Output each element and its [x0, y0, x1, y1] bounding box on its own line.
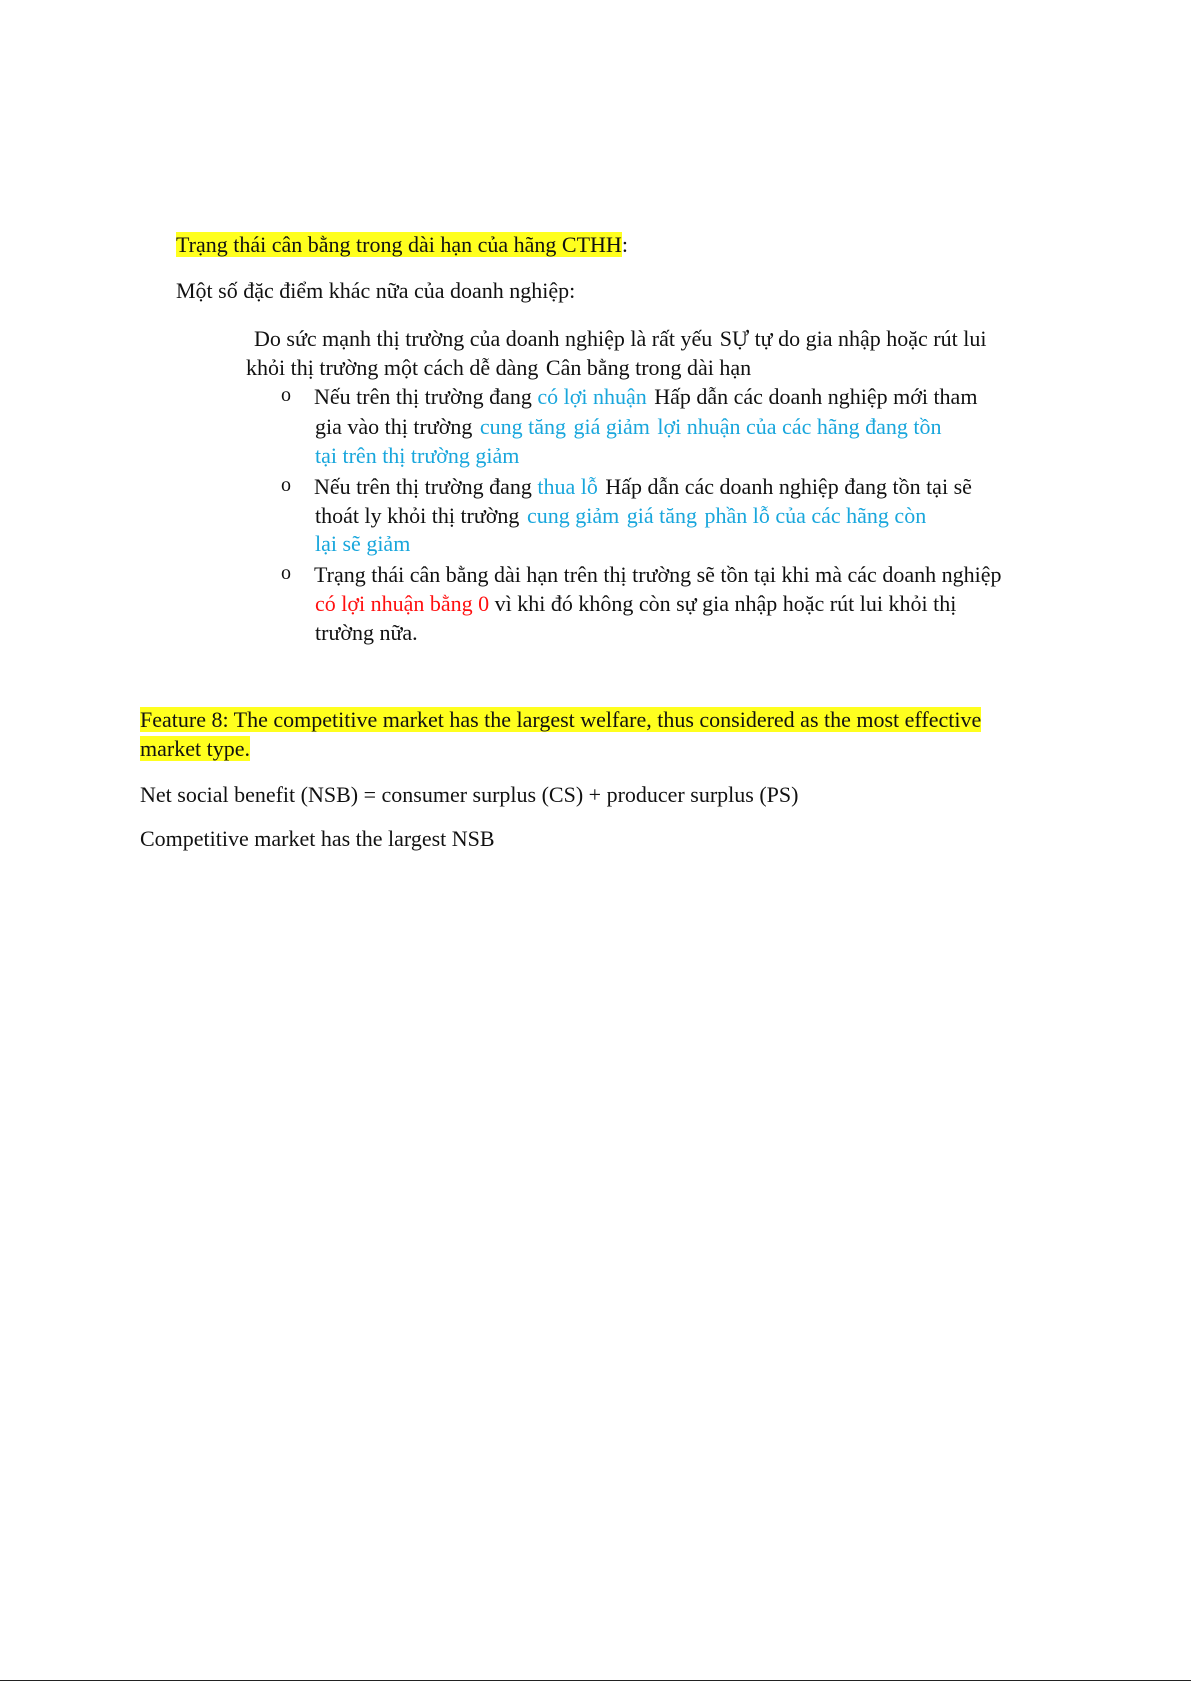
- blue-text: giá tăng: [621, 503, 697, 528]
- blue-text: cung tăng: [474, 414, 567, 439]
- text: Hấp dẫn các doanh nghiệp mới tham: [648, 384, 978, 409]
- sub-bullet-1-line-2: [315, 413, 942, 443]
- blue-text: cung giảm: [521, 503, 620, 528]
- sub-bullet-3-line-2: [315, 590, 956, 618]
- nsb-definition: Net social benefit (NSB) = consumer surplus (CS) + producer surplus (PS): [140, 782, 799, 807]
- nsb-statement: Competitive market has the largest NSB: [140, 826, 495, 851]
- text: SỰ tự do gia nhập hoặc rút lui: [714, 326, 987, 351]
- text: Nếu trên thị trường đang: [314, 384, 538, 409]
- blue-text: giá giảm: [568, 414, 650, 439]
- heading-highlight: Trạng thái cân bằng trong dài hạn của hãng CTHH: [176, 232, 622, 257]
- text: thoát ly khỏi thị trường: [315, 503, 520, 528]
- heading-colon: :: [621, 232, 628, 257]
- sub-bullet-1-line-3: tại trên thị trường giảm: [315, 443, 520, 468]
- sub-bullet-2-line-1: [314, 473, 972, 503]
- blue-text: phần lỗ của các hãng còn: [698, 503, 927, 528]
- feature-8-heading-line-1: [140, 706, 981, 734]
- sub-bullet-2-line-3: lại sẽ giảm: [315, 531, 411, 556]
- sub-bullet-3-line-3: trường nữa.: [315, 620, 418, 645]
- blue-text: lợi nhuận của các hãng đang tồn: [651, 414, 942, 439]
- red-text: có lợi nhuận bằng 0: [315, 591, 490, 616]
- text: khỏi thị trường một cách dễ dàng: [246, 355, 539, 380]
- text: Nếu trên thị trường đang: [314, 474, 538, 499]
- text: Cân bằng trong dài hạn: [540, 355, 752, 380]
- page-bottom-rule: [0, 1680, 1191, 1681]
- blue-text: thua lỗ: [537, 474, 598, 499]
- subheading-features: Một số đặc điểm khác nữa của doanh nghiệp:: [176, 278, 576, 303]
- sub-bullet-2-line-2: [315, 502, 926, 532]
- section-heading-equilibrium: [176, 231, 628, 259]
- o-bullet-icon: o: [281, 562, 291, 584]
- text: vì khi đó không còn sự gia nhập hoặc rút lui khỏi thị: [489, 591, 957, 616]
- o-bullet-icon: o: [281, 384, 291, 406]
- sub-bullet-1-line-1: [314, 383, 977, 413]
- text: Hấp dẫn các doanh nghiệp đang tồn tại sẽ: [599, 474, 972, 499]
- text: Do sức mạnh thị trường của doanh nghiệp là rất yếu: [254, 326, 713, 351]
- blue-text: có lợi nhuận: [537, 384, 647, 409]
- bullet-line-2: [246, 354, 751, 384]
- heading-highlight: market type.: [140, 736, 250, 761]
- heading-highlight: Feature 8: The competitive market has the largest welfare, thus considered as the most effective: [140, 707, 982, 732]
- o-bullet-icon: o: [281, 474, 291, 496]
- feature-8-heading-line-2: [140, 735, 250, 763]
- bullet-line-1: [254, 325, 986, 355]
- text: gia vào thị trường: [315, 414, 473, 439]
- sub-bullet-3-line-1: Trạng thái cân bằng dài hạn trên thị trường sẽ tồn tại khi mà các doanh nghiệp: [314, 562, 1002, 587]
